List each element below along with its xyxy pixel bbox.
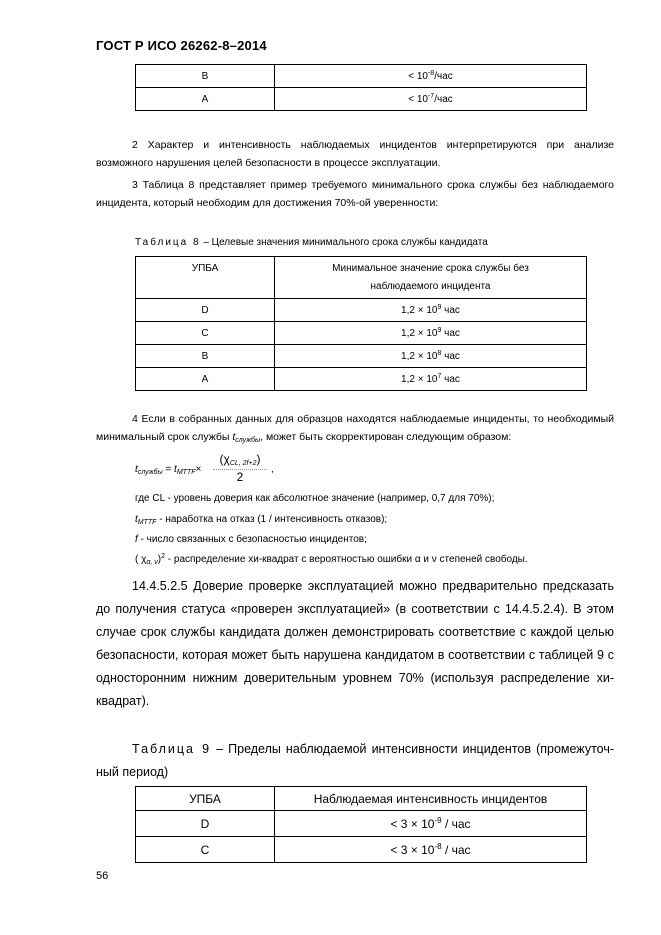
- table-9-caption: Таблица 9 – Пределы наблюдаемой интенсивности инцидентов (промежуточ-ный период): [96, 742, 615, 779]
- level-cell: A: [136, 368, 275, 391]
- table-8: [135, 256, 587, 391]
- table-row: [136, 368, 587, 391]
- column-header-observed-intensity: Наблюдаемая интенсивность инцидентов: [275, 787, 587, 811]
- table-header-row: [136, 257, 587, 299]
- value-cell: < $10^{-8}$/час: [275, 65, 587, 88]
- table-row: [136, 299, 587, 322]
- value-cell: < $10^{-7}$/час: [275, 88, 587, 111]
- note-4: 4 Если в собранных данных для образцов находятся наблюдаемые инциденты, то необходимый минимальный срок службы $t_{службы}$, может быть скорректирован следующим образом:: [96, 413, 614, 444]
- definition-mttf: $t_{MTTF}$ - наработка на отказ (1 / интенсивность отказов);: [135, 514, 388, 526]
- column-header-upba: УПБА: [136, 787, 275, 811]
- service-life-formula: $t_{службы} = t_{MTTF}\times$ $(\chi_{CL, 2f+2})$ 2 ,: [135, 452, 274, 484]
- note-2: 2 Характер и интенсивность наблюдаемых инцидентов интерпретируются при анализе возможного нарушения целей безопасности в процессе эксплуатации.: [96, 139, 614, 169]
- formula-fraction: $(\chi_{CL, 2f+2})$ 2: [211, 452, 269, 484]
- table-8-caption: Таблица 8 – Целевые значения минимального срока службы кандидата: [135, 237, 488, 248]
- section-14-4-5-2-5: 14.4.5.2.5 Доверие проверке эксплуатацией можно предварительно предсказать до получения статуса «проверен эксплуатацией» (в соответствии с 14.4.5.2.4). В этом случае срок службы кандидата должен демонстрировать соответствие с каждой целью безопасности, которая может быть нарушена кандидатом в соответствии с таблицей 9 с односторонним нижним доверительным уровнем 70% (используя распределение хи-квадрат).: [96, 579, 614, 708]
- value-cell: $1,2 \times 10^9$ час: [275, 322, 587, 345]
- level-cell: D: [136, 811, 275, 837]
- level-cell: B: [136, 65, 275, 88]
- value-cell: < $3 \times 10^{-8}$ / час: [275, 837, 587, 863]
- level-cell: C: [136, 837, 275, 863]
- top-table: [135, 64, 587, 111]
- definition-f: f - число связанных с безопасностью инцидентов;: [135, 534, 367, 545]
- table-9: [135, 786, 587, 863]
- level-cell: A: [136, 88, 275, 111]
- definition-chi-square: ( $\chi_{\alpha, \nu})^2$ - распределение хи-квадрат с вероятностью ошибки α и ν степеней свободы.: [135, 553, 528, 566]
- table-row: [136, 88, 587, 111]
- table-row: [136, 322, 587, 345]
- table-row: [136, 65, 587, 88]
- value-cell: $1,2 \times 10^9$ час: [275, 299, 587, 322]
- value-cell: $1,2 \times 10^8$ час: [275, 345, 587, 368]
- column-header-upba: УПБА: [136, 257, 275, 299]
- level-cell: B: [136, 345, 275, 368]
- table-row: [136, 345, 587, 368]
- definition-cl: где CL - уровень доверия как абсолютное значение (например, 0,7 для 70%);: [135, 493, 495, 504]
- value-cell: < $3 \times 10^{-9}$ / час: [275, 811, 587, 837]
- column-header-min-service-life: Минимальное значение срока службы без наблюдаемого инцидента: [275, 257, 587, 299]
- value-cell: $1,2 \times 10^7$ час: [275, 368, 587, 391]
- table-row: [136, 811, 587, 837]
- document-header: ГОСТ Р ИСО 26262-8–2014: [96, 38, 267, 53]
- table-header-row: [136, 787, 587, 811]
- page-number: 56: [96, 870, 109, 882]
- table-row: [136, 837, 587, 863]
- note-3: 3 Таблица 8 представляет пример требуемого минимального срока службы без наблюдаемого инцидента, который необходим для достижения 70%-ой уверенности:: [96, 179, 614, 209]
- level-cell: D: [136, 299, 275, 322]
- level-cell: C: [136, 322, 275, 345]
